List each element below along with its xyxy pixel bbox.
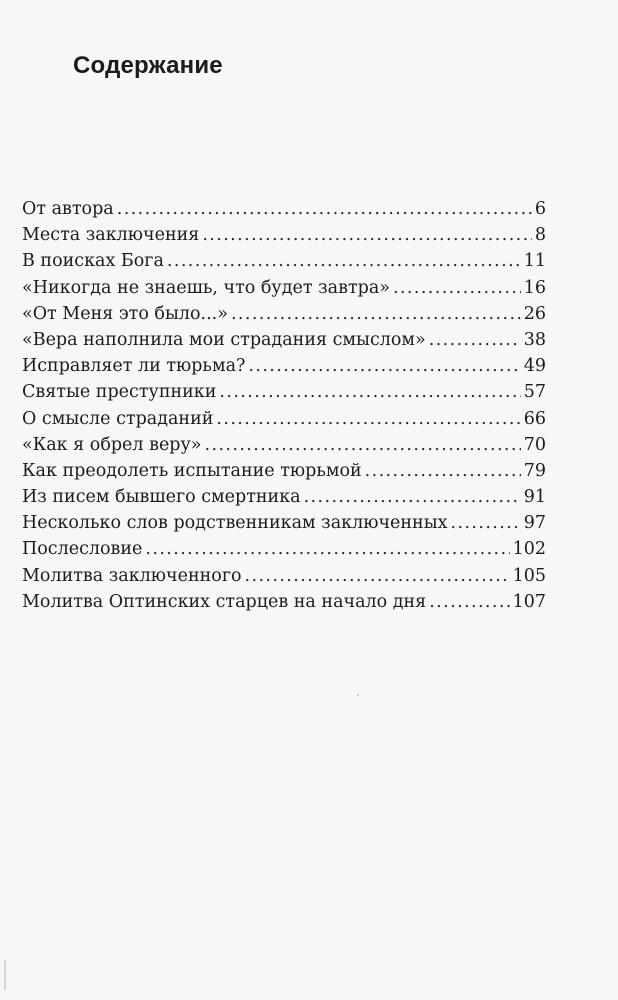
dot-leader <box>393 275 521 301</box>
toc-entry-page-number: 66 <box>523 408 546 429</box>
toc-entry <box>22 379 546 405</box>
dot-leader <box>429 327 521 353</box>
toc-entry-page-number: 70 <box>523 434 546 455</box>
toc-entry-page-number: 8 <box>534 225 546 246</box>
dot-leader <box>167 248 521 274</box>
toc-entry-page-number: 107 <box>512 591 546 612</box>
toc-entry <box>22 458 546 484</box>
toc-entry-page-number: 11 <box>523 251 546 272</box>
dot-leader <box>202 222 532 248</box>
toc-entry <box>22 432 546 458</box>
toc-entry-title: «Никогда не знаешь, что будет завтра» <box>22 277 390 298</box>
toc-entry <box>22 406 546 432</box>
toc-entry <box>22 589 546 615</box>
toc-entry-page-number: 57 <box>523 382 546 403</box>
toc-entry-page-number: 97 <box>523 513 546 534</box>
toc-entry-page-number: 26 <box>523 303 546 324</box>
dot-leader <box>219 379 520 405</box>
toc-entry-page-number: 6 <box>534 199 546 219</box>
toc-entry <box>22 510 546 536</box>
toc-entry-title: Места заключения <box>22 225 200 246</box>
dot-leader <box>245 563 510 589</box>
toc-entry <box>22 536 546 562</box>
toc-entry-title: «Как я обрел веру» <box>22 434 202 455</box>
toc-entry-title: Исправляет ли тюрьма? <box>22 356 246 377</box>
page-title: Содержание <box>73 52 223 79</box>
dot-leader <box>429 589 509 615</box>
toc-entry <box>22 222 546 248</box>
toc-entry <box>22 563 546 589</box>
dot-leader <box>304 484 521 510</box>
toc-entry <box>22 196 546 222</box>
toc-entry-title: Молитва Оптинских старцев на начало дня <box>22 591 427 612</box>
scan-edge-mark <box>4 960 6 990</box>
toc-entry <box>22 327 546 353</box>
toc-entry <box>22 353 546 379</box>
toc-entry-title: Послесловие <box>22 539 143 560</box>
toc-entry-title: О смысле страданий <box>22 408 214 429</box>
dot-leader <box>365 458 521 484</box>
toc-entry-page-number: 16 <box>523 277 546 298</box>
toc-entry <box>22 484 546 510</box>
toc-entry-page-number: 105 <box>512 565 546 586</box>
toc-entry-title: В поисках Бога <box>22 251 164 272</box>
toc-entry-page-number: 91 <box>523 487 546 508</box>
dot-leader <box>451 510 521 536</box>
toc-entry-page-number: 38 <box>523 329 546 350</box>
dot-leader <box>145 536 509 562</box>
dot-leader <box>231 301 521 327</box>
table-of-contents <box>22 196 546 615</box>
toc-entry <box>22 248 546 274</box>
toc-entry-title: Как преодолеть испытание тюрьмой <box>22 460 362 481</box>
toc-entry-title: «Вера наполнила мои страдания смыслом» <box>22 329 426 350</box>
dot-leader <box>248 353 520 379</box>
toc-entry-title: Святые преступники <box>22 382 217 403</box>
toc-entry <box>22 301 546 327</box>
toc-entry <box>22 275 546 301</box>
dot-leader <box>117 196 532 222</box>
dot-leader <box>216 406 520 432</box>
toc-entry-page-number: 49 <box>523 356 546 377</box>
paper-speck <box>357 694 359 696</box>
toc-entry-title: Несколько слов родственникам заключенных <box>22 513 448 534</box>
toc-entry-title: От автора <box>22 199 114 219</box>
toc-entry-page-number: 102 <box>512 539 546 560</box>
toc-entry-title: Из писем бывшего смертника <box>22 487 301 508</box>
dot-leader <box>205 432 521 458</box>
toc-entry-page-number: 79 <box>523 460 546 481</box>
toc-entry-title: «От Меня это было...» <box>22 303 228 324</box>
toc-entry-title: Молитва заключенного <box>22 565 242 586</box>
